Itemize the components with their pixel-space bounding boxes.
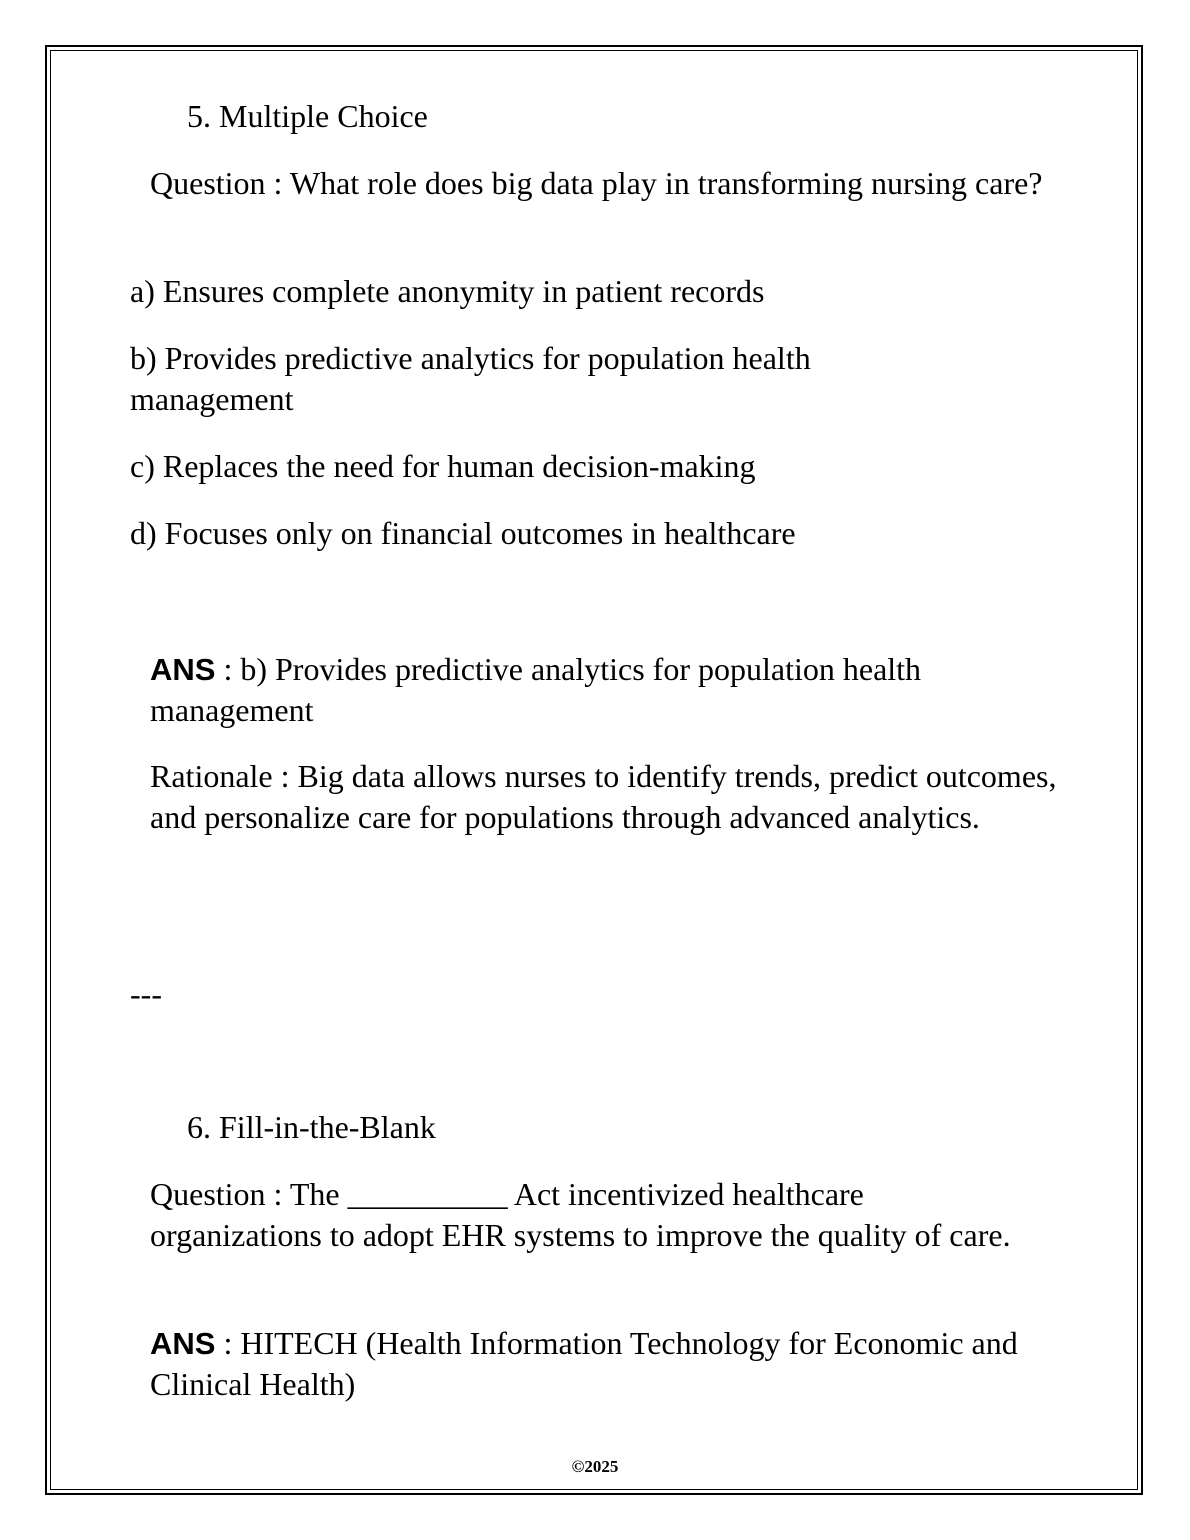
section-6-question (130, 1174, 1030, 1256)
section-5-heading (130, 96, 1137, 137)
rationale-label: Rationale (150, 758, 273, 794)
section-5-answer (130, 649, 1030, 731)
answer-text: : b) Provides predictive analytics for population health management (150, 651, 922, 728)
section-6-heading (130, 1107, 1137, 1148)
option-d (130, 513, 1080, 554)
section-5-question (130, 163, 1080, 204)
option-c-text: c) Replaces the need for human decision-making (130, 448, 756, 484)
copyright-text: ©2025 (571, 1457, 619, 1476)
copyright-footer (0, 1457, 1190, 1477)
option-c (130, 446, 1080, 487)
question-label: Question (150, 165, 266, 201)
option-a (130, 271, 1080, 312)
section-6-answer (130, 1323, 1080, 1405)
answer-label: ANS (150, 1326, 216, 1361)
separator-text: --- (130, 976, 162, 1012)
question-text: : The __________ Act incentivized healthcare organizations to adopt EHR systems to improve the quality of care. (150, 1176, 1011, 1253)
option-d-text: d) Focuses only on financial outcomes in healthcare (130, 515, 796, 551)
question-text: : What role does big data play in transforming nursing care? (265, 165, 1043, 201)
question-label: Question (150, 1176, 266, 1212)
section-5-heading-text: 5. Multiple Choice (187, 98, 428, 134)
separator (130, 974, 1080, 1015)
answer-text: : HITECH (Health Information Technology for Economic and Clinical Health) (150, 1325, 1018, 1402)
section-5-rationale (130, 756, 1080, 838)
option-a-text: a) Ensures complete anonymity in patient records (130, 273, 765, 309)
section-6-heading-text: 6. Fill-in-the-Blank (187, 1109, 436, 1145)
answer-label: ANS (150, 652, 216, 687)
option-b-text: b) Provides predictive analytics for population health management (130, 340, 811, 417)
option-b (130, 338, 900, 420)
rationale-text: : Big data allows nurses to identify trends, predict outcomes, and personalize care for populations through advanced analytics. (150, 758, 1057, 835)
